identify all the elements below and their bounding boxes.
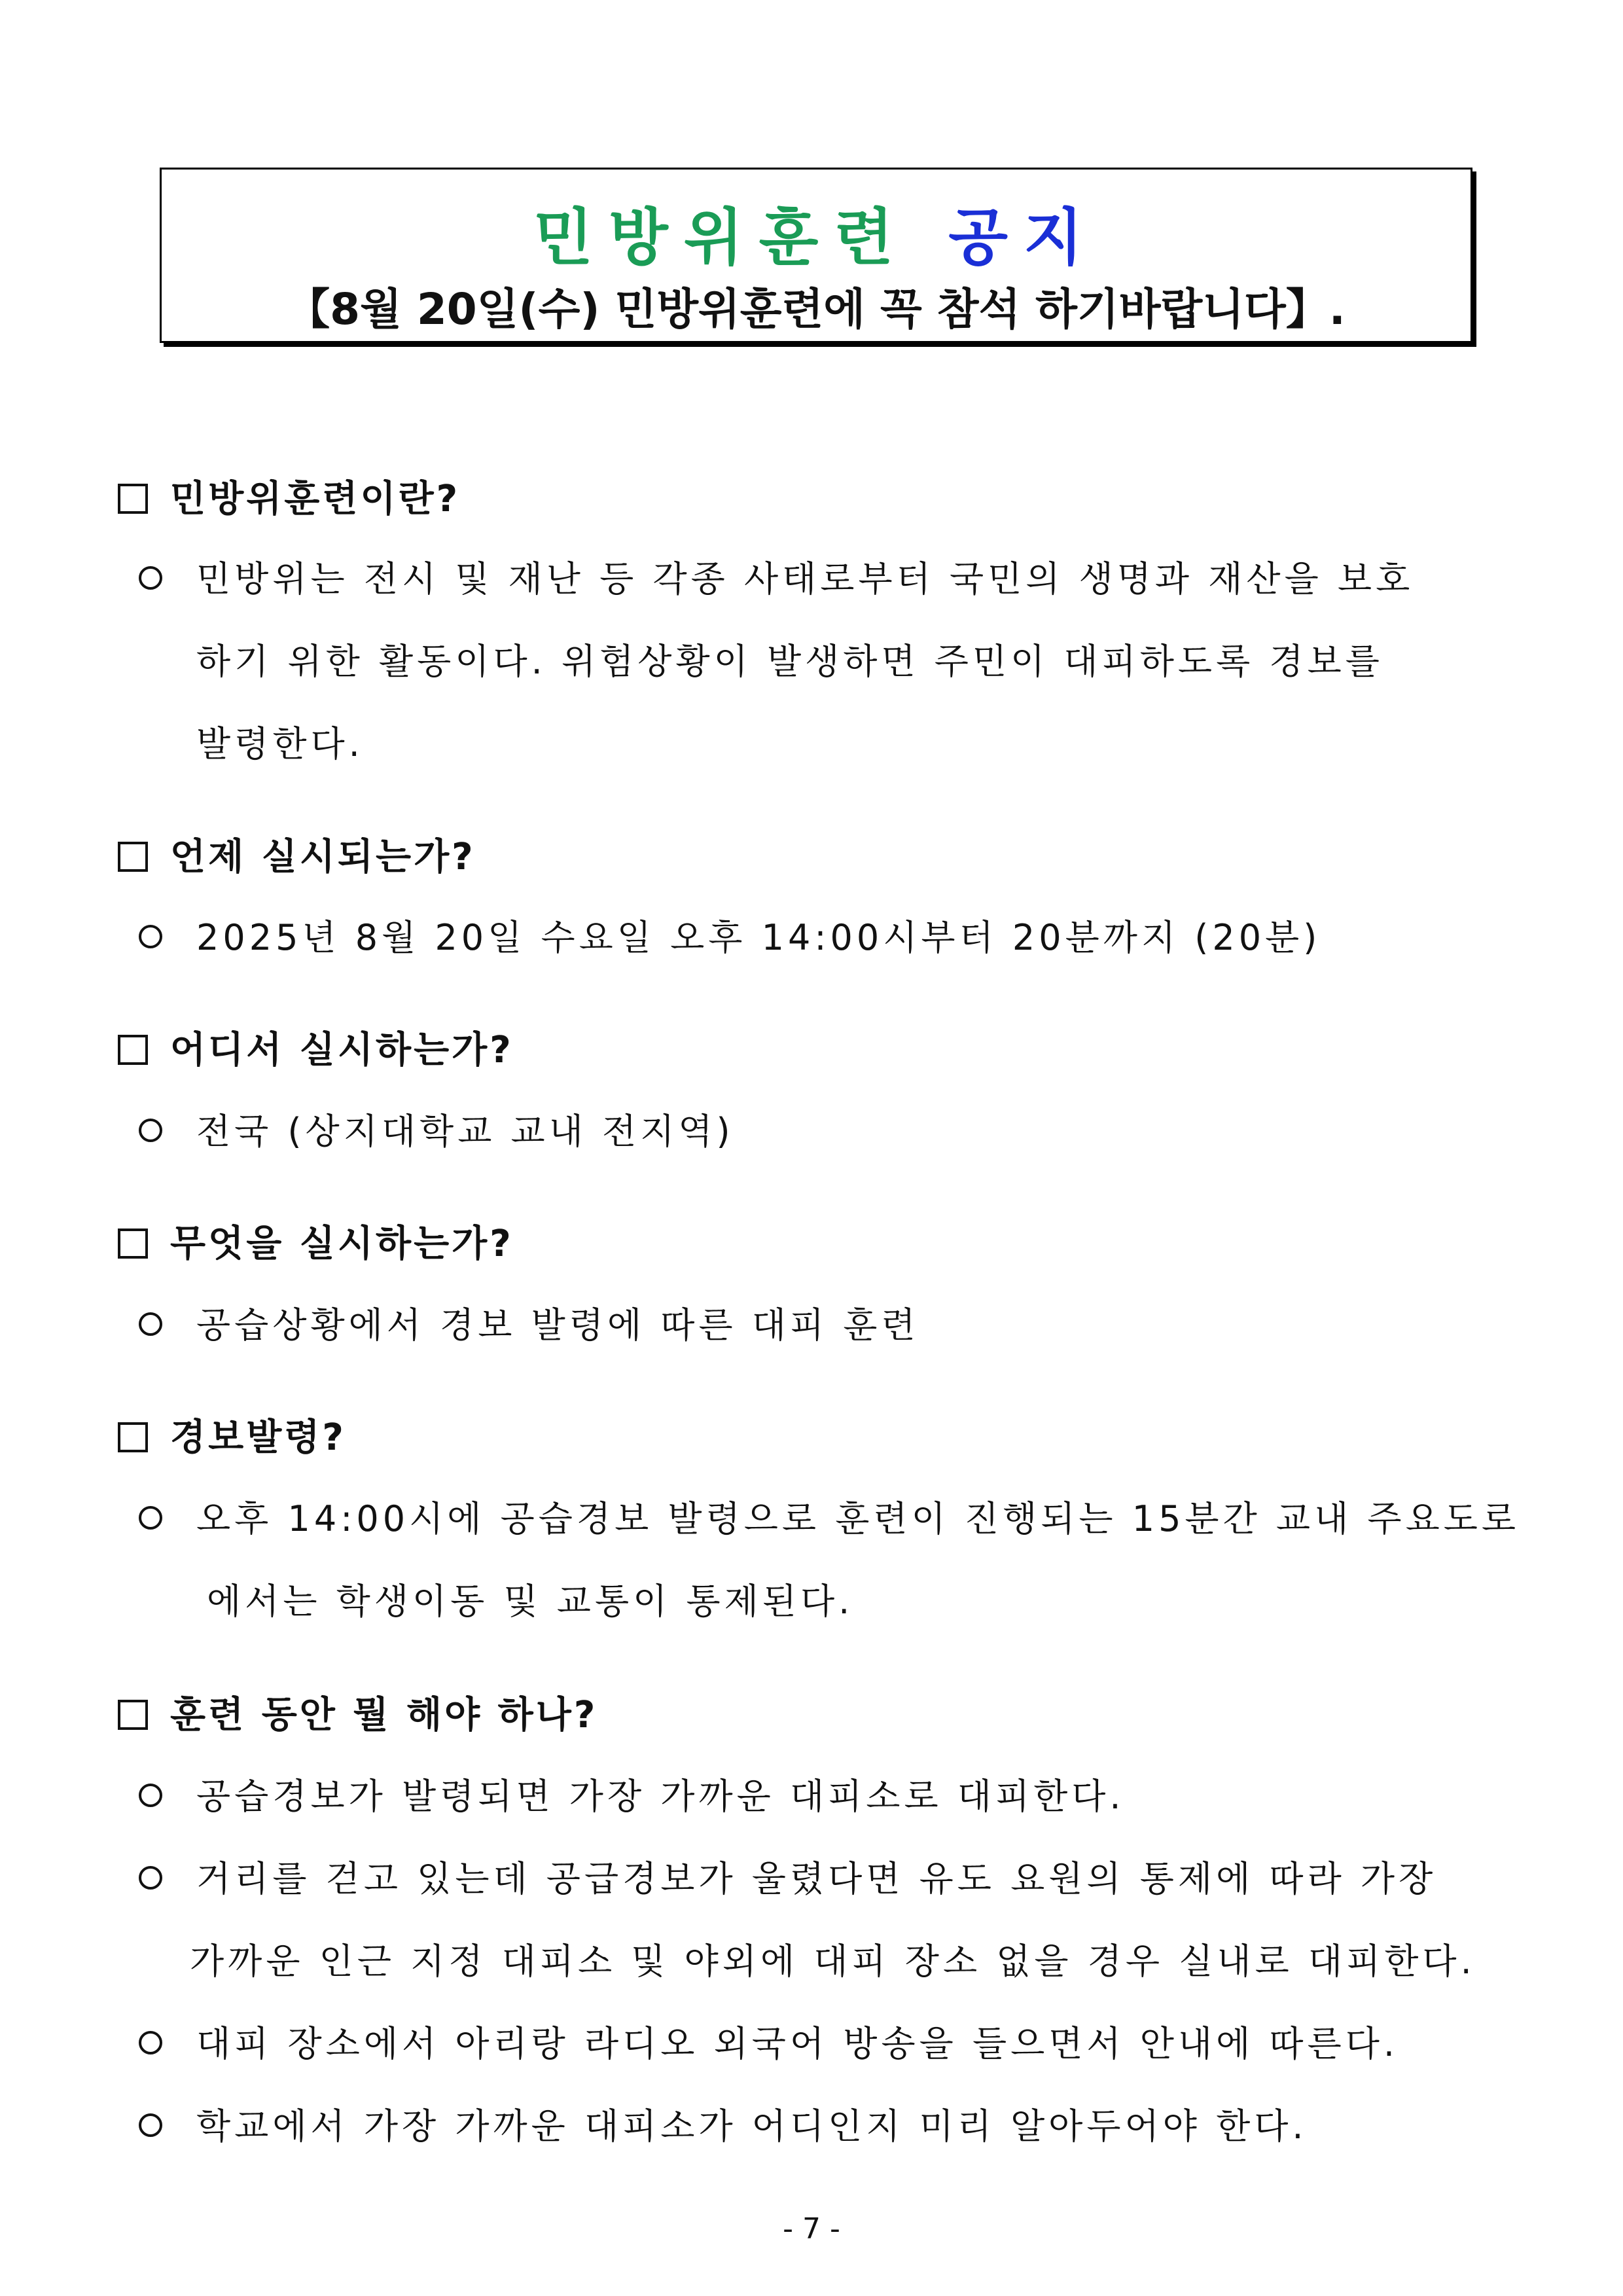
circle-bullet-icon — [139, 2031, 162, 2054]
title-green: 민방위훈련 — [533, 202, 910, 274]
bullet-item — [139, 1768, 1125, 1819]
checkbox-square-icon — [118, 1035, 148, 1065]
bullet-item — [139, 1103, 734, 1154]
bullet-text: 전국 (상지대학교 교내 전지역) — [196, 1111, 734, 1152]
section-heading-5 — [118, 1408, 346, 1461]
section-heading-3 — [118, 1021, 514, 1073]
section-heading-text: 경보발령? — [170, 1416, 346, 1459]
circle-bullet-icon — [139, 1866, 162, 1890]
bullet-text: 거리를 걷고 있는데 공급경보가 울렸다면 유도 요원의 통제에 따라 가장 — [196, 1858, 1437, 1899]
circle-bullet-icon — [139, 1119, 162, 1142]
circle-bullet-icon — [139, 566, 162, 590]
section-heading-text: 어디서 실시하는가? — [170, 1029, 514, 1071]
section-heading-text: 민방위훈련이란? — [170, 478, 461, 520]
section-heading-1 — [118, 470, 460, 522]
section-heading-text: 언제 실시되는가? — [170, 836, 476, 878]
bullet-text: 학교에서 가장 가까운 대피소가 어디인지 미리 알아두어야 한다. — [196, 2106, 1308, 2147]
bullet-continuation: 가까운 인근 지정 대피소 및 야외에 대피 장소 없을 경우 실내로 대피한다. — [190, 1941, 1476, 1982]
bullet-item — [139, 910, 1321, 960]
circle-bullet-icon — [139, 1506, 162, 1530]
bullet-continuation: 에서는 학생이동 및 교통이 통제된다. — [207, 1581, 854, 1622]
section-heading-text: 훈련 동안 뭘 해야 하나? — [170, 1694, 598, 1736]
section-heading-2 — [118, 828, 476, 880]
section-heading-6 — [118, 1686, 597, 1738]
checkbox-square-icon — [118, 842, 148, 872]
bullet-item — [139, 1297, 919, 1348]
bullet-continuation: 발령한다. — [196, 723, 364, 764]
page-number: - 7 - — [783, 2212, 840, 2246]
bullet-text: 대피 장소에서 아리랑 라디오 외국어 방송을 들으면서 안내에 따른다. — [196, 2023, 1399, 2064]
circle-bullet-icon — [139, 1784, 162, 1807]
checkbox-square-icon — [118, 1229, 148, 1259]
circle-bullet-icon — [139, 1312, 162, 1336]
page-title — [162, 188, 1471, 276]
bullet-text: 공습경보가 발령되면 가장 가까운 대피소로 대피한다. — [196, 1776, 1125, 1817]
title-box — [160, 168, 1472, 343]
bullet-item — [139, 2016, 1399, 2066]
checkbox-square-icon — [118, 1422, 148, 1452]
bullet-text: 오후 14:00시에 공습경보 발령으로 훈련이 진행되는 15분간 교내 주요도로 — [196, 1498, 1520, 1539]
page-subtitle: 【8월 20일(수) 민방위훈련에 꼭 참석 하기바랍니다】. — [287, 284, 1346, 334]
section-heading-4 — [118, 1215, 514, 1267]
bullet-item — [139, 551, 1414, 601]
title-blue: 공지 — [948, 202, 1099, 274]
checkbox-square-icon — [118, 1700, 148, 1730]
checkbox-square-icon — [118, 484, 148, 514]
bullet-continuation: 하기 위한 활동이다. 위험상황이 발생하면 주민이 대피하도록 경보를 — [196, 641, 1383, 682]
bullet-item — [139, 2098, 1308, 2149]
bullet-text: 민방위는 전시 및 재난 등 각종 사태로부터 국민의 생명과 재산을 보호 — [196, 558, 1414, 600]
bullet-text: 2025년 8월 20일 수요일 오후 14:00시부터 20분까지 (20분) — [196, 917, 1321, 958]
bullet-item — [139, 1491, 1520, 1541]
bullet-text: 공습상황에서 경보 발령에 따른 대피 훈련 — [196, 1304, 919, 1346]
circle-bullet-icon — [139, 2113, 162, 2137]
bullet-item — [139, 1851, 1436, 1901]
circle-bullet-icon — [139, 925, 162, 948]
section-heading-text: 무엇을 실시하는가? — [170, 1223, 514, 1265]
